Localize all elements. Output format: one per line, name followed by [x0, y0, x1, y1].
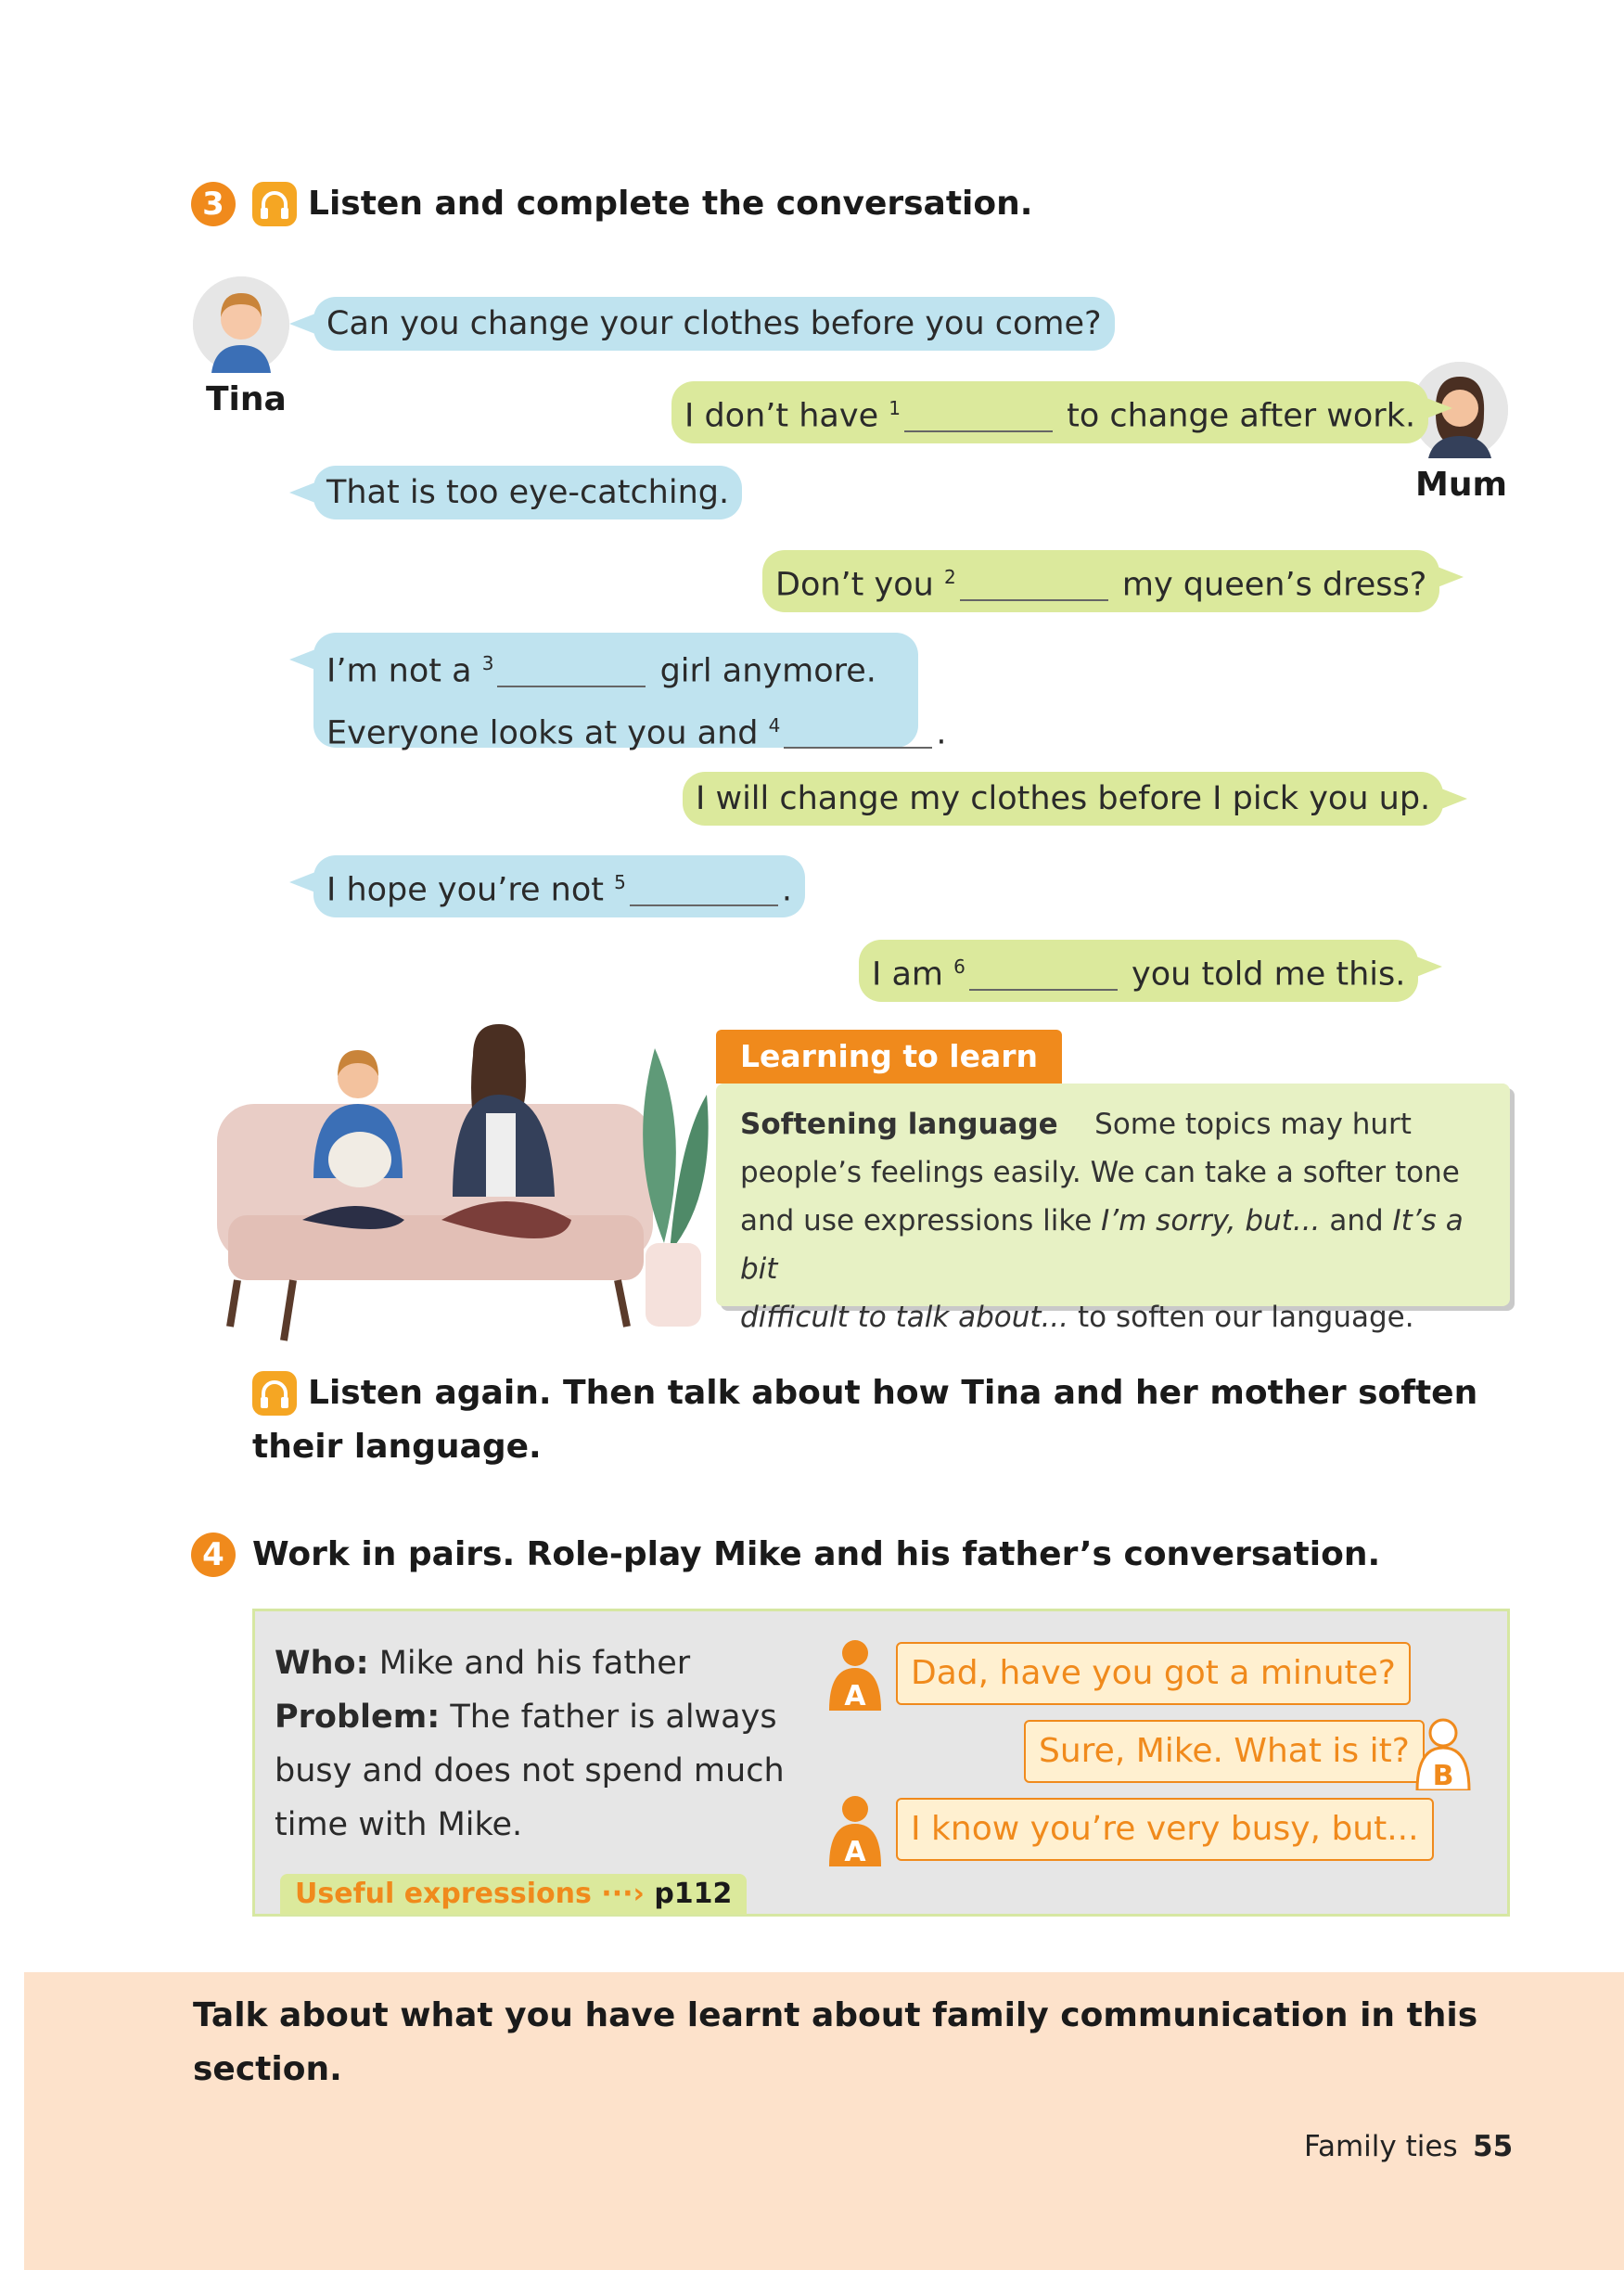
- speech-b1: Sure, Mike. What is it?: [1024, 1720, 1425, 1783]
- section-number-badge: 3: [191, 182, 236, 226]
- tina-line-5: I’m not a $^3$ girl anymore. Everyone looks at you and $^4$ .: [313, 633, 918, 748]
- person-a-icon: [825, 1638, 885, 1711]
- useful-expressions-link[interactable]: Useful expressions ···› p112: [280, 1874, 747, 1915]
- sofa-illustration: [210, 1020, 718, 1345]
- speech-a1: Dad, have you got a minute?: [896, 1642, 1411, 1705]
- answer-blank-3[interactable]: [497, 648, 646, 687]
- answer-blank-4[interactable]: [784, 710, 932, 749]
- reflection-line2: section.: [193, 2050, 342, 2088]
- footer-unit: Family ties: [1304, 2130, 1458, 2163]
- section4-number-badge: 4: [191, 1533, 236, 1577]
- mum-line-6: I will change my clothes before I pick you up.: [683, 772, 1443, 826]
- learning-to-learn-box: Softening language Some topics may hurt people’s feelings easily. We can take a softer tone and use expressions like I’m sorry, but... and It’s a bit difficult to talk about... to soften our language.: [716, 1084, 1510, 1306]
- svg-text:B: B: [1432, 1760, 1454, 1790]
- reflection-line1: Talk about what you have learnt about family communication in this: [193, 1996, 1478, 2034]
- answer-blank-2[interactable]: [960, 562, 1108, 601]
- speaker-name-mum: Mum: [1415, 466, 1507, 504]
- section4-instruction: Work in pairs. Role-play Mike and his father’s conversation.: [252, 1535, 1381, 1573]
- learning-title: Softening language: [740, 1108, 1058, 1141]
- tina-line-7: I hope you’re not $^5$ .: [313, 855, 805, 917]
- mum-line-2: I don’t have $^1$ to change after work.: [671, 381, 1428, 443]
- svg-text:A: A: [844, 1680, 866, 1711]
- tina-line-3: That is too eye-catching.: [313, 466, 742, 519]
- listen-again-line2: their language.: [252, 1428, 542, 1466]
- roleplay-info: Who: Mike and his father Problem: The father is always busy and does not spend much time with Mike.: [275, 1645, 785, 1843]
- speech-a2: I know you’re very busy, but...: [896, 1798, 1434, 1861]
- headphones-icon-2[interactable]: [252, 1371, 297, 1416]
- speaker-name-tina: Tina: [206, 380, 287, 418]
- headphones-icon[interactable]: [252, 182, 297, 226]
- person-b-icon: [1413, 1718, 1473, 1790]
- tina-line-1: Can you change your clothes before you come?: [313, 297, 1115, 351]
- person-a-icon-2: [825, 1794, 885, 1866]
- section3-instruction: Listen and complete the conversation.: [308, 185, 1033, 223]
- mum-line-8: I am $^6$ you told me this.: [859, 940, 1418, 1002]
- learning-to-learn-tab: Learning to learn: [716, 1030, 1062, 1084]
- mum-line-4: Don’t you $^2$ my queen’s dress?: [762, 550, 1439, 612]
- answer-blank-1[interactable]: [904, 393, 1053, 432]
- page-number: 55: [1473, 2130, 1514, 2163]
- svg-text:A: A: [844, 1836, 866, 1866]
- tina-avatar: [193, 276, 289, 373]
- listen-again-line1: Listen again. Then talk about how Tina and her mother soften: [308, 1374, 1478, 1412]
- answer-blank-6[interactable]: [969, 952, 1118, 991]
- answer-blank-5[interactable]: [630, 867, 778, 906]
